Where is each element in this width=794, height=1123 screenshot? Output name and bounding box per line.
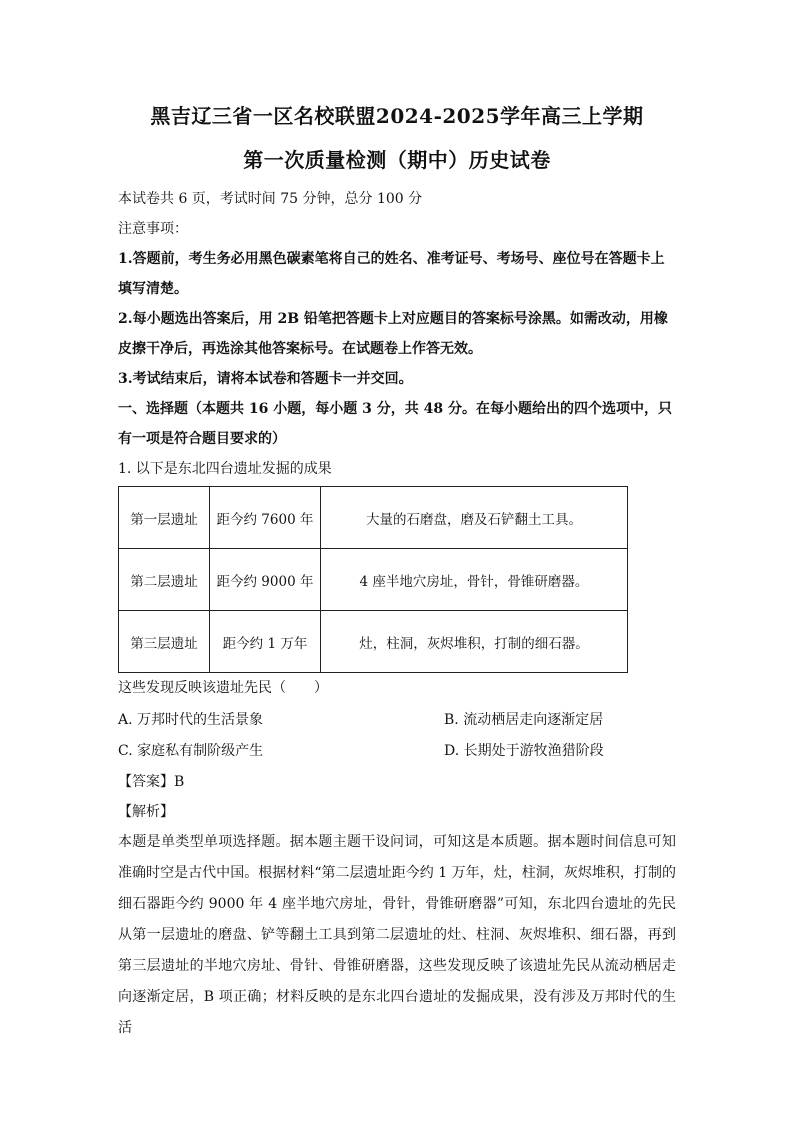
table-row	[119, 549, 628, 611]
answer-line: 【答案】B	[118, 774, 185, 790]
section-heading-choice: 一、选择题（本题共 16 小题，每小题 3 分，共 48 分。在每小题给出的四个选项中，只有一项是符合题目要求的）	[118, 401, 672, 447]
table-cell: 距今约 9000 年	[210, 549, 321, 611]
table-cell: 第二层遗址	[119, 549, 210, 611]
table-cell: 第一层遗址	[119, 487, 210, 549]
table-row	[119, 611, 628, 673]
table-cell: 灶，柱洞，灰烬堆积，打制的细石器。	[321, 611, 628, 673]
table-row	[119, 487, 628, 549]
analysis-label: 【解析】	[118, 804, 174, 820]
analysis-text: 本题是单类型单项选择题。据本题主题干设问词，可知这是本质题。据本题时间信息可知准确时空是古代中国。根据材料“第二层遗址距今约 1 万年，灶，柱洞，灰烬堆积，打制的细石器距今约 9000 年 4 座半地穴房址，骨针，骨锥研磨器”可知，东北四台遗址的先民从第一层遗址的磨盘、铲等翻土工具到第二层遗址的灶、柱洞、灰烬堆积、细石器，再到第三层遗址的半地穴房址、骨针、骨锥研磨器，这些发现反映了该遗址先民从流动栖居走向逐渐定居，B 项正确；材料反映的是东北四台遗址的发掘成果，没有涉及万邦时代的生活	[118, 834, 676, 1036]
option-d: D. 长期处于游牧渔猎阶段	[444, 743, 604, 759]
question-1-prompt: 这些发现反映该遗址先民（ ）	[118, 680, 328, 696]
table-cell: 距今约 7600 年	[210, 487, 321, 549]
table-cell: 距今约 1 万年	[210, 611, 321, 673]
exam-info: 本试卷共 6 页，考试时间 75 分钟，总分 100 分	[118, 191, 423, 207]
table-cell: 第三层遗址	[119, 611, 210, 673]
option-a: A. 万邦时代的生活景象	[118, 712, 264, 728]
table-cell: 4 座半地穴房址，骨针，骨锥研磨器。	[321, 549, 628, 611]
exam-title-line1: 黑吉辽三省一区名校联盟2024-2025学年高三上学期	[150, 104, 644, 128]
question-1-stem: 1. 以下是东北四台遗址发掘的成果	[118, 461, 332, 477]
notice-item-1: 1.答题前，考生务必用黑色碳素笔将自己的姓名、准考证号、考场号、座位号在答题卡上填写清楚。	[118, 251, 665, 297]
site-findings-table	[118, 486, 628, 673]
table-cell: 大量的石磨盘，磨及石铲翻土工具。	[321, 487, 628, 549]
option-c: C. 家庭私有制阶级产生	[118, 743, 264, 759]
site-findings-table-wrap	[118, 486, 676, 673]
option-b: B. 流动栖居走向逐渐定居	[444, 712, 604, 728]
question-1-options	[118, 705, 676, 767]
notice-item-2: 2.每小题选出答案后，用 2B 铅笔把答题卡上对应题目的答案标号涂黑。如需改动，用橡皮擦干净后，再选涂其他答案标号。在试题卷上作答无效。	[118, 311, 668, 357]
exam-title-line2: 第一次质量检测（期中）历史试卷	[243, 148, 551, 172]
notice-title: 注意事项：	[118, 221, 188, 237]
notice-item-3: 3.考试结束后，请将本试卷和答题卡一并交回。	[118, 371, 413, 387]
